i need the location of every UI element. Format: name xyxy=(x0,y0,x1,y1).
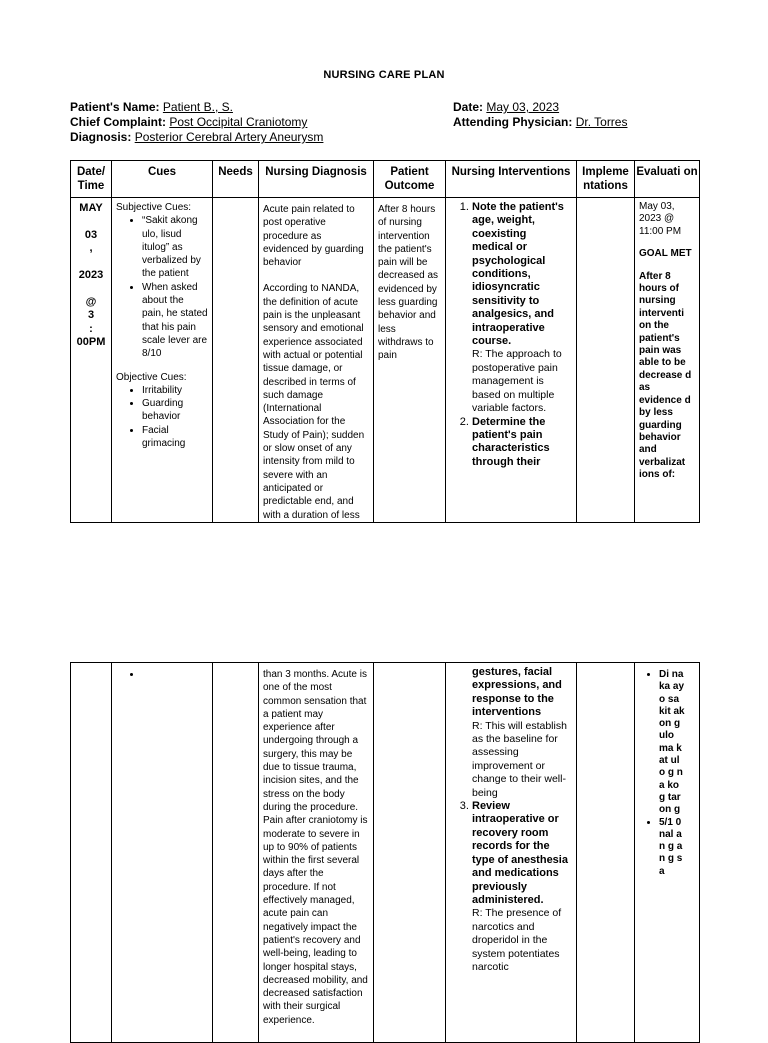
evaluation-list xyxy=(639,669,685,878)
interventions-list xyxy=(458,201,568,469)
care-plan-table-page1 xyxy=(70,160,700,523)
patient-name-line xyxy=(70,100,233,115)
list-item: • 5/1 0 nal an g an g sa xyxy=(659,817,685,878)
evaluation-cell xyxy=(635,198,699,482)
objective-cues-label: Objective Cues: xyxy=(116,371,187,383)
diagnosis-label: Diagnosis: xyxy=(70,130,132,144)
header-date-time: Date/ Time xyxy=(71,161,112,198)
list-item: • Irritability xyxy=(142,384,208,397)
document-title: NURSING CARE PLAN xyxy=(323,69,445,81)
list-item: • Facial grimacing xyxy=(142,424,208,451)
intervention-2-title: Determine the patient's pain characteristics through their xyxy=(472,415,550,468)
interventions-cell xyxy=(446,198,576,469)
cues-cell xyxy=(112,198,212,450)
date-line xyxy=(453,100,559,115)
list-item xyxy=(472,800,568,974)
physician-line xyxy=(453,115,627,130)
patient-name-value: Patient B., S. xyxy=(162,100,233,114)
list-item: • “Sakit akong ulo, lisud itulog” as verbalized by the patient xyxy=(142,214,208,280)
header-evaluation: Evaluati on xyxy=(635,161,700,198)
patient-outcome-cell xyxy=(374,663,446,1043)
evaluation-date: May 03, 2023 @ 11:00 PM xyxy=(639,201,682,237)
list-item: • When asked about the pain, he stated that his pain scale lever are 8/10 xyxy=(142,281,208,361)
subjective-cues-label: Subjective Cues: xyxy=(116,202,192,213)
intervention-1-title: Note the patient's age, weight, coexisting medical or psychological conditions, idiosyncratic sensitivity to analgesics, and intraoperative course. xyxy=(472,201,564,348)
header-cues: Cues xyxy=(112,161,213,198)
patient-outcome-cell: After 8 hours of nursing intervention the patient's pain will be decreased as evidenced by less guarding behavior and less withdraws to pain xyxy=(378,204,439,362)
list-item: • Guarding behavior xyxy=(142,397,208,424)
header-needs: Needs xyxy=(213,161,259,198)
diagnosis-value: Posterior Cerebral Artery Aneurysm xyxy=(134,130,324,144)
cues-cell xyxy=(112,663,212,681)
date-label: Date: xyxy=(453,100,484,114)
header-implementations: Impleme ntations xyxy=(577,161,635,198)
interventions-list xyxy=(458,800,568,974)
implementations-cell xyxy=(577,198,635,523)
list-item xyxy=(472,416,568,470)
subjective-cues-list xyxy=(116,214,208,360)
interventions-cell xyxy=(446,663,576,974)
needs-cell xyxy=(213,198,259,523)
header-nursing-interventions: Nursing Interventions xyxy=(446,161,577,198)
list-item xyxy=(472,201,568,416)
nursing-diagnosis-cell xyxy=(259,198,373,522)
objective-cues-list xyxy=(116,384,208,450)
header-nursing-diagnosis: Nursing Diagnosis xyxy=(259,161,374,198)
diagnosis-definition: According to NANDA, the definition of acute pain is the unpleasant sensory and emotional experience associated with actual or potential tissue damage, or described in terms of such damage (International Association for the Study of Pain); sudden or slow onset of any intensity from mild to severe with an anticipated or predictable end, and with a duration of less xyxy=(263,283,365,521)
intervention-2-cont: gestures, facial expressions, and response to the interventions xyxy=(472,666,562,719)
intervention-2-rationale: R: This will establish as the baseline for assessing improvement or change to their well-being xyxy=(472,719,567,799)
date-time-cell: MAY 03 , 2023 @ 3 : 00PM xyxy=(76,202,106,349)
diagnosis-line xyxy=(70,130,323,145)
evaluation-cell xyxy=(635,663,699,878)
date-value: May 03, 2023 xyxy=(486,100,560,114)
table-header-row xyxy=(71,161,700,198)
cues-list xyxy=(116,668,208,681)
intervention-3-title: Review intraoperative or recovery room records for the type of anesthesia and medications previously administered. xyxy=(472,800,568,906)
list-item xyxy=(142,668,208,681)
implementations-cell xyxy=(577,663,635,1043)
header-patient-outcome: Patient Outcome xyxy=(374,161,446,198)
chief-complaint-line xyxy=(70,115,307,130)
table-row xyxy=(71,198,700,523)
physician-label: Attending Physician: xyxy=(453,115,573,129)
intervention-3-rationale: R: The presence of narcotics and droperidol in the system potentiates narcotic xyxy=(472,907,562,973)
intervention-1-rationale: R: The approach to postoperative pain management is based on multiple variable factors. xyxy=(472,348,562,415)
chief-complaint-value: Post Occipital Craniotomy xyxy=(169,115,308,129)
patient-name-label: Patient's Name: xyxy=(70,100,160,114)
needs-cell xyxy=(213,663,259,1043)
chief-complaint-label: Chief Complaint: xyxy=(70,115,166,129)
physician-value: Dr. Torres xyxy=(575,115,628,129)
care-plan-table-page2 xyxy=(70,662,700,1043)
list-item: • Di na ka ay o sa kit ak on g ulo ma kat ulo g na ko g tar on g xyxy=(659,669,685,817)
date-time-cell xyxy=(71,663,112,1043)
evaluation-status: GOAL MET xyxy=(639,248,692,260)
diagnosis-statement: Acute pain related to post operative procedure as evidenced by guarding behavior xyxy=(263,204,364,269)
nursing-diagnosis-cell: than 3 months. Acute is one of the most common sensation that a patient may experience after undergoing through a surgery, this may be due to tissue trauma, incision sites, and the stress on the body during the procedure. Pain after craniotomy is moderate to severe in up to 90% of patients within the first several days after the procedure. If not effectively managed, acute pain can negatively impact the patient's recovery and well-being, leading to longer hospital stays, decreased mobility, and decreased satisfaction with their surgical experience. xyxy=(263,669,368,1026)
evaluation-text: After 8 hours of nursing interventi on the patient's pain was able to be decrease d as evidence d by less guarding behavior and verbalizat ions of: xyxy=(639,270,692,481)
intervention-2-continued xyxy=(450,666,568,800)
table-row xyxy=(71,663,700,1043)
